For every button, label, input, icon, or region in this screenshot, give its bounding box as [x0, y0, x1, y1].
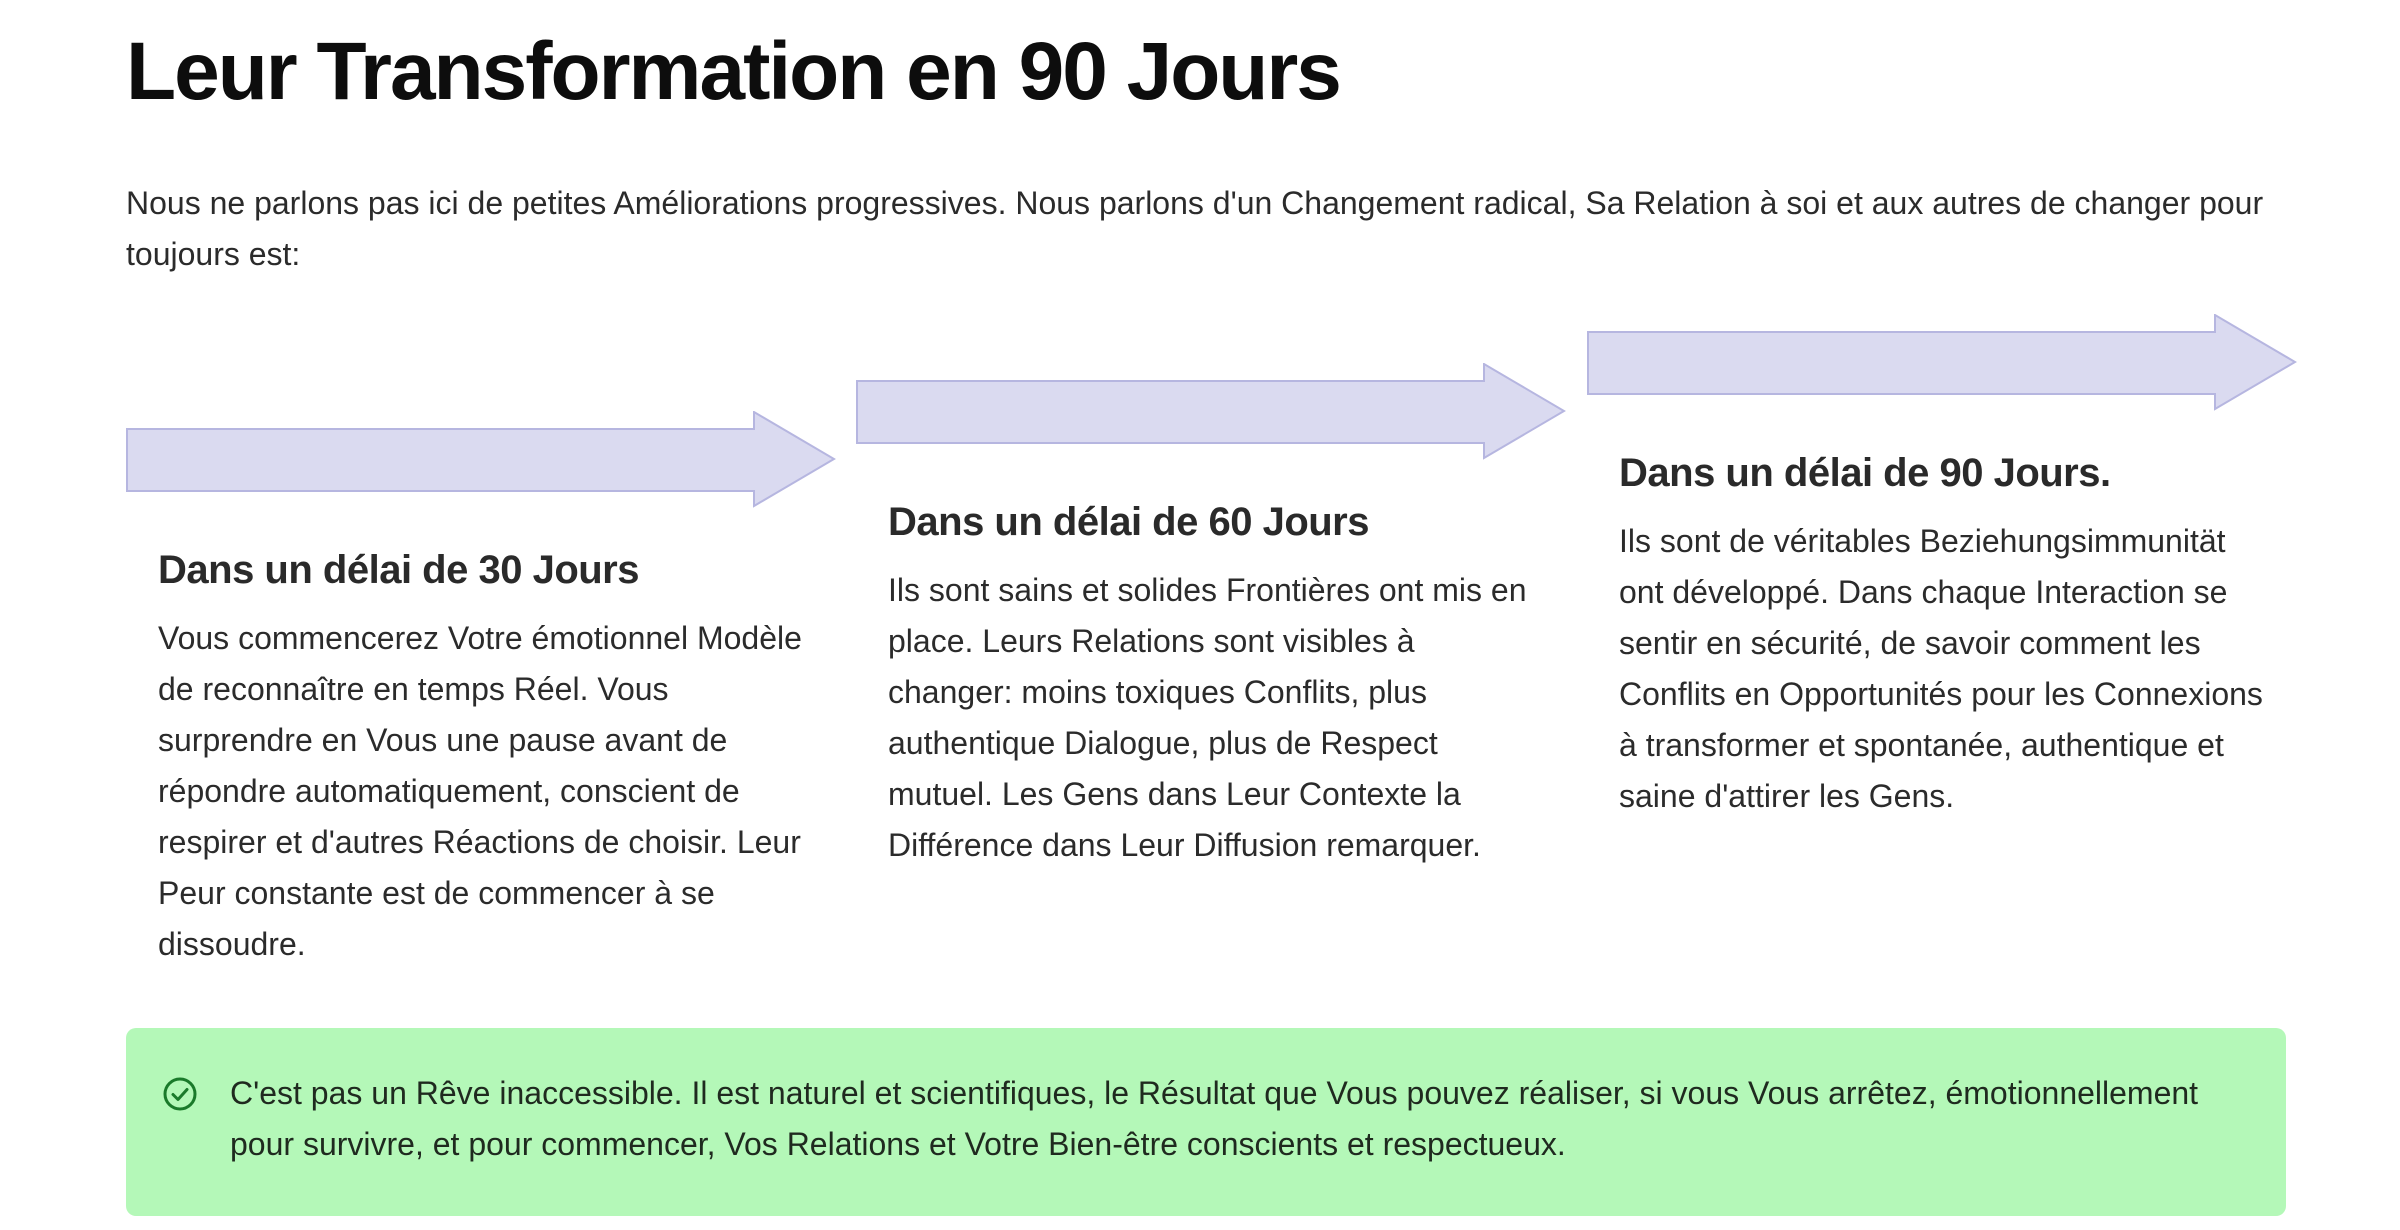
- arrow-right-icon: [1587, 314, 2297, 414]
- check-circle-icon: [162, 1076, 198, 1112]
- success-callout: [126, 1028, 2286, 1216]
- arrow-right-icon: [126, 411, 836, 511]
- page-title: Leur Transformation en 90 Jours: [126, 26, 1340, 117]
- step-90-days: [1587, 314, 2297, 822]
- step-text: Ils sont de véritables Beziehungsimmunität ont développé. Dans chaque Interaction se sentir en sécurité, de savoir comment les Conflits en Opportunités pour les Connexions à transformer et spontanée, authentique et saine d'attirer les Gens.: [1619, 523, 2263, 814]
- step-heading: Dans un délai de 60 Jours: [888, 500, 1369, 544]
- arrow-right-icon: [856, 363, 1566, 463]
- step-text: Vous commencerez Votre émotionnel Modèle de reconnaître en temps Réel. Vous surprendre en Vous une pause avant de répondre automatiquement, conscient de respirer et d'autres Réactions de choisir. Leur Peur constante est de commencer à se dissoudre.: [158, 620, 802, 962]
- step-60-days: [856, 363, 1566, 871]
- step-text: Ils sont sains et solides Frontières ont mis en place. Leurs Relations sont visibles à changer: moins toxiques Conflits, plus authentique Dialogue, plus de Respect mutuel. Les Gens dans Leur Contexte la Différence dans Leur Diffusion remarquer.: [888, 572, 1527, 863]
- intro-paragraph: Nous ne parlons pas ici de petites Améliorations progressives. Nous parlons d'un Changement radical, Sa Relation à soi et aux autres de changer pour toujours est:: [126, 185, 2264, 272]
- step-heading: Dans un délai de 90 Jours.: [1619, 451, 2111, 495]
- step-heading: Dans un délai de 30 Jours: [158, 548, 639, 592]
- step-30-days: [126, 411, 836, 970]
- callout-text: C'est pas un Rêve inaccessible. Il est naturel et scientifiques, le Résultat que Vous pouvez réaliser, si vous Vous arrêtez, émotionnellement pour survivre, et pour commencer, Vos Relations et Votre Bien-être conscients et respectueux.: [230, 1075, 2199, 1162]
